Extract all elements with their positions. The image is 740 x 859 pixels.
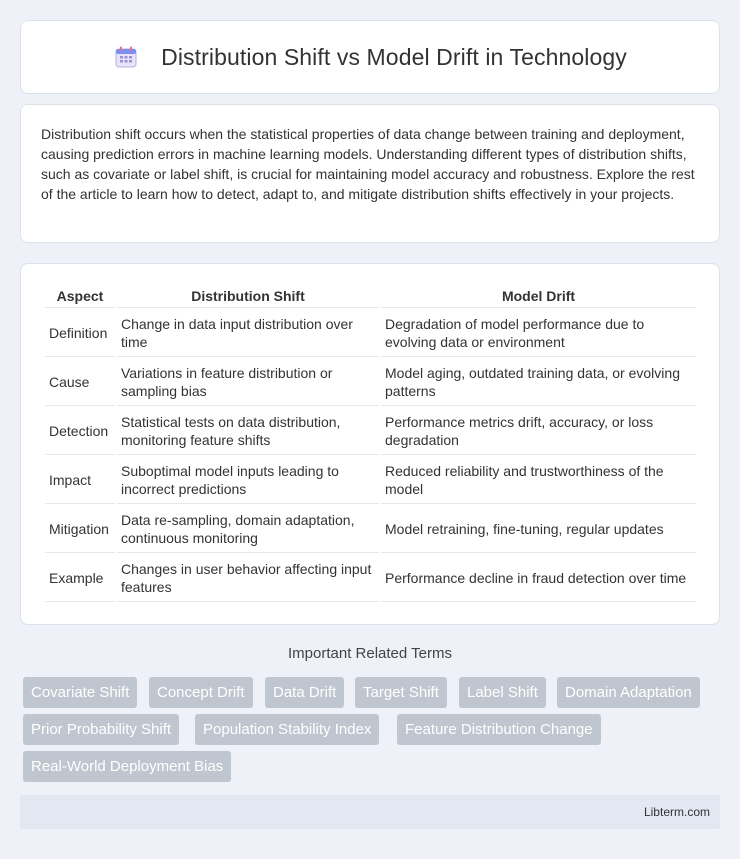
table-row (45, 359, 696, 406)
intro-text: Distribution shift occurs when the statistical properties of data change between training and deployment, causing prediction errors in machine learning models. Understanding different types of distribution shifts, such as covariate or label shift, is crucial for maintaining model accuracy and robustness. Explore the rest of the article to learn how to detect, adapt to, and mitigate distribution shifts effectively in your projects. (41, 126, 695, 202)
tag-feature-distribution-change[interactable]: Feature Distribution Change (397, 714, 601, 745)
row-distribution-shift: Changes in user behavior affecting input features (117, 555, 379, 602)
row-model-drift: Model aging, outdated training data, or evolving patterns (381, 359, 696, 406)
table-row (45, 506, 696, 553)
row-distribution-shift: Change in data input distribution over time (117, 310, 379, 357)
tag-target-shift[interactable]: Target Shift (355, 677, 447, 708)
row-model-drift: Degradation of model performance due to evolving data or environment (381, 310, 696, 357)
page-title: Distribution Shift vs Model Drift in Technology (161, 43, 627, 70)
tag-label-shift[interactable]: Label Shift (459, 677, 546, 708)
tag-real-world-deployment-bias[interactable]: Real-World Deployment Bias (23, 751, 231, 782)
row-distribution-shift: Data re-sampling, domain adaptation, continuous monitoring (117, 506, 379, 553)
row-aspect: Definition (45, 310, 115, 357)
comparison-card (20, 263, 720, 625)
header-distribution-shift: Distribution Shift (117, 286, 379, 308)
tag-population-stability-index[interactable]: Population Stability Index (195, 714, 379, 745)
intro-card (20, 104, 720, 243)
table-row (45, 457, 696, 504)
tag-concept-drift[interactable]: Concept Drift (149, 677, 253, 708)
table-row (45, 310, 696, 357)
table-row (45, 408, 696, 455)
footer (20, 795, 720, 829)
table-row (45, 555, 696, 602)
tag-prior-probability-shift[interactable]: Prior Probability Shift (23, 714, 179, 745)
table-header-row (45, 286, 696, 308)
row-distribution-shift: Statistical tests on data distribution, monitoring feature shifts (117, 408, 379, 455)
row-aspect: Mitigation (45, 506, 115, 553)
tag-covariate-shift[interactable]: Covariate Shift (23, 677, 137, 708)
row-model-drift: Performance metrics drift, accuracy, or loss degradation (381, 408, 696, 455)
row-model-drift: Reduced reliability and trustworthiness of the model (381, 457, 696, 504)
row-model-drift: Performance decline in fraud detection over time (381, 555, 696, 602)
row-aspect: Example (45, 555, 115, 602)
related-terms-title: Important Related Terms (288, 645, 452, 662)
comparison-table (43, 284, 698, 604)
row-model-drift: Model retraining, fine-tuning, regular updates (381, 506, 696, 553)
header-card (20, 20, 720, 94)
tag-data-drift[interactable]: Data Drift (265, 677, 344, 708)
footer-site-link[interactable]: Libterm.com (643, 805, 710, 819)
calendar-icon (113, 44, 139, 70)
row-distribution-shift: Variations in feature distribution or sampling bias (117, 359, 379, 406)
tag-domain-adaptation[interactable]: Domain Adaptation (557, 677, 700, 708)
header-model-drift: Model Drift (381, 286, 696, 308)
row-aspect: Cause (45, 359, 115, 406)
row-aspect: Impact (45, 457, 115, 504)
row-aspect: Detection (45, 408, 115, 455)
header-aspect: Aspect (45, 286, 115, 308)
row-distribution-shift: Suboptimal model inputs leading to incorrect predictions (117, 457, 379, 504)
